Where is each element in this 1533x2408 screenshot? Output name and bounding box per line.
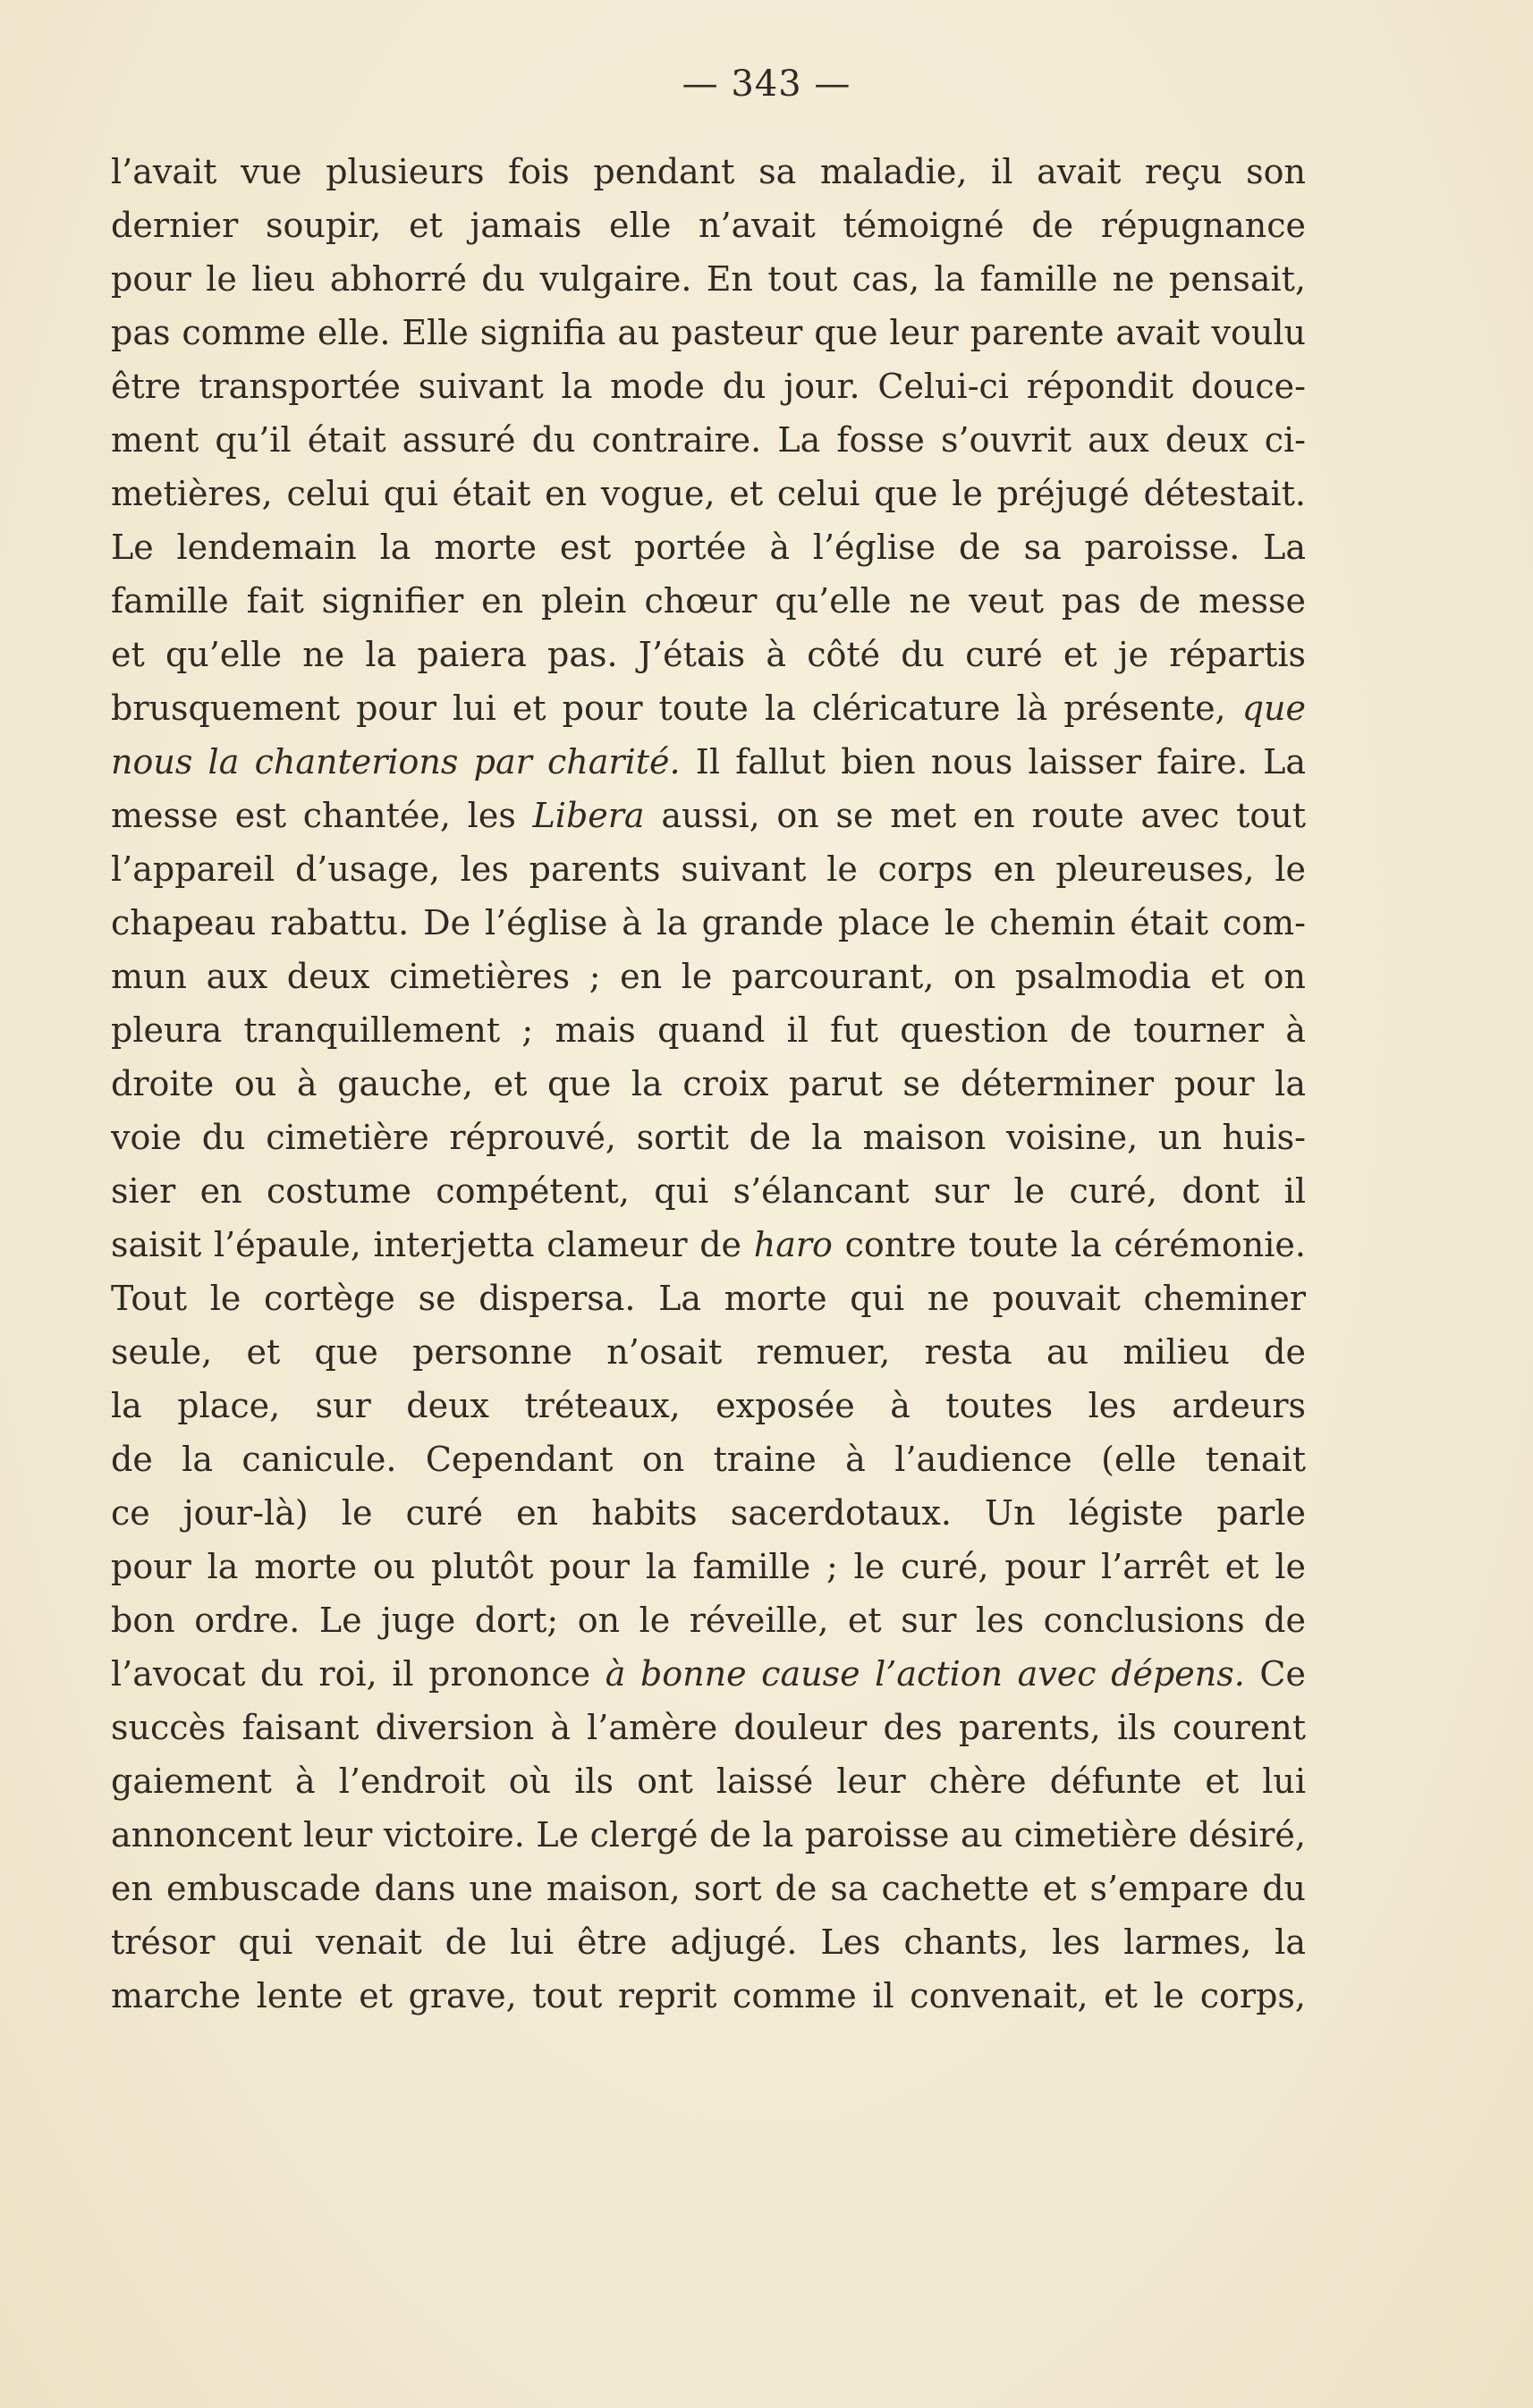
text-run: ce jour-là) le curé en habits sacerdotaux. Un légiste parle (111, 1493, 1306, 1533)
text-run: chapeau rabattu. De l’église à la grande place le chemin était com- (111, 903, 1306, 942)
text-run: voie du cimetière réprouvé, sortit de la maison voisine, un huis- (111, 1118, 1306, 1157)
text-run: succès faisant diversion à l’amère douleur des parents, ils courent (111, 1708, 1306, 1747)
italic-text: haro (753, 1225, 833, 1264)
text-line (111, 1862, 1306, 1915)
text-run: metières, celui qui était en vogue, et celui que le préjugé détestait. (111, 474, 1306, 513)
text-line (111, 1754, 1306, 1808)
text-run: contre toute la cérémonie. (832, 1225, 1306, 1264)
text-line (111, 735, 1306, 789)
text-line (111, 306, 1306, 359)
text-line (111, 1915, 1306, 1969)
text-run: marche lente et grave, tout reprit comme il convenait, et le corps, (111, 1976, 1306, 2015)
text-line (111, 1218, 1306, 1272)
text-line (111, 1647, 1306, 1701)
text-run: trésor qui venait de lui être adjugé. Les chants, les larmes, la (111, 1922, 1306, 1962)
text-line (111, 1486, 1306, 1540)
text-run: annoncent leur victoire. Le clergé de la paroisse au cimetière désiré, (111, 1815, 1306, 1855)
text-line (111, 1540, 1306, 1593)
text-line (111, 681, 1306, 735)
text-line (111, 950, 1306, 1003)
page-number: — 343 — (682, 63, 851, 105)
text-run: aussi, on se met en route avec tout (644, 796, 1306, 835)
text-line (111, 520, 1306, 574)
text-line (111, 1969, 1306, 2023)
text-line (111, 1003, 1306, 1057)
text-line (111, 413, 1306, 467)
text-run: pas comme elle. Elle signifia au pasteur que leur parente avait voulu (111, 313, 1306, 352)
text-line (111, 574, 1306, 628)
text-line (111, 1057, 1306, 1111)
text-line (111, 628, 1306, 681)
text-line (111, 199, 1306, 252)
text-line (111, 359, 1306, 413)
text-line (111, 789, 1306, 842)
text-run: et qu’elle ne la paiera pas. J’étais à côté du curé et je répartis (111, 635, 1306, 674)
italic-text: Libera (532, 796, 645, 835)
text-line (111, 1111, 1306, 1164)
text-run: l’avocat du roi, il prononce (111, 1654, 606, 1694)
text-run: gaiement à l’endroit où ils ont laissé leur chère défunte et lui (111, 1762, 1306, 1801)
text-run: droite ou à gauche, et que la croix parut se déterminer pour la (111, 1064, 1306, 1103)
text-line (111, 1432, 1306, 1486)
text-run: Ce (1244, 1654, 1306, 1694)
text-run: de la canicule. Cependant on traine à l’audience (elle tenait (111, 1440, 1306, 1479)
text-line (111, 1325, 1306, 1379)
text-run: messe est chantée, les (111, 796, 533, 835)
text-line (111, 1379, 1306, 1432)
text-run: ment qu’il était assuré du contraire. La fosse s’ouvrit aux deux ci- (111, 420, 1306, 460)
text-run: Le lendemain la morte est portée à l’église de sa paroisse. La (111, 528, 1306, 567)
italic-text: à bonne cause l’action avec dépens. (605, 1654, 1245, 1694)
text-run: Il fallut bien nous laisser faire. La (680, 742, 1306, 782)
text-run: l’appareil d’usage, les parents suivant le corps en pleureuses, le (111, 849, 1306, 889)
text-line (111, 1808, 1306, 1862)
text-run: en embuscade dans une maison, sort de sa cachette et s’empare du (111, 1869, 1306, 1908)
text-run: seule, et que personne n’osait remuer, resta au milieu de (111, 1332, 1306, 1372)
text-line (111, 842, 1306, 896)
text-run: Tout le cortège se dispersa. La morte qui ne pouvait cheminer (111, 1279, 1306, 1318)
italic-text: que (1241, 689, 1306, 728)
text-run: être transportée suivant la mode du jour. Celui-ci répondit douce- (111, 367, 1306, 406)
text-line (111, 1701, 1306, 1754)
text-run: bon ordre. Le juge dort; on le réveille, et sur les conclusions de (111, 1601, 1306, 1640)
text-line (111, 1164, 1306, 1218)
text-run: pour la morte ou plutôt pour la famille ; le curé, pour l’arrêt et le (111, 1547, 1306, 1586)
text-run: mun aux deux cimetières ; en le parcourant, on psalmodia et on (111, 957, 1306, 996)
text-run: pour le lieu abhorré du vulgaire. En tout cas, la famille ne pensait, (111, 259, 1306, 299)
text-run: famille fait signifier en plein chœur qu’elle ne veut pas de messe (111, 581, 1306, 621)
text-line (111, 467, 1306, 520)
text-run: brusquement pour lui et pour toute la cléricature là présente, (111, 689, 1242, 728)
text-run: sier en costume compétent, qui s’élancant sur le curé, dont il (111, 1171, 1306, 1211)
text-line (111, 1272, 1306, 1325)
italic-text: nous la chanterions par charité. (111, 742, 681, 782)
text-line (111, 252, 1306, 306)
text-run: l’avait vue plusieurs fois pendant sa maladie, il avait reçu son (111, 152, 1306, 191)
text-line (111, 896, 1306, 950)
body-text (111, 145, 1306, 2023)
text-run: la place, sur deux tréteaux, exposée à toutes les ardeurs (111, 1386, 1306, 1425)
text-line (111, 145, 1306, 199)
text-run: pleura tranquillement ; mais quand il fut question de tourner à (111, 1010, 1306, 1050)
text-run: dernier soupir, et jamais elle n’avait témoigné de répugnance (111, 206, 1306, 245)
text-line (111, 1593, 1306, 1647)
text-run: saisit l’épaule, interjetta clameur de (111, 1225, 754, 1264)
